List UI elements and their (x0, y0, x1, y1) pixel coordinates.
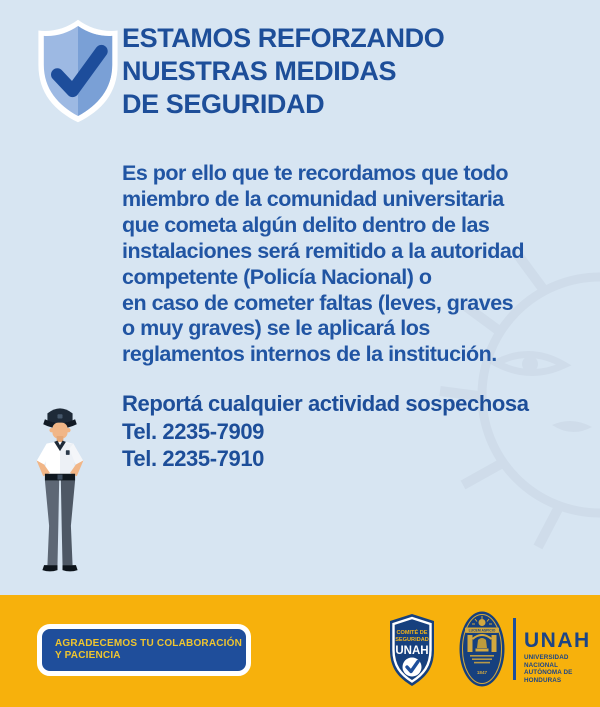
report-phone-1: Tel. 2235-7909 (122, 418, 264, 444)
poster-title (122, 22, 444, 121)
body-paragraph (122, 161, 524, 368)
unah-subtitle-line: AUTÓNOMA DE HONDURAS (524, 669, 573, 684)
report-section (122, 390, 529, 473)
unah-logo-text: UNAH (524, 629, 591, 652)
unah-seal-icon (458, 610, 506, 688)
body-line: miembro de la comunidad universitaria (122, 186, 504, 211)
seal-year: 1847 (476, 670, 488, 675)
badge-text-top: COMITÉ DE (396, 630, 428, 636)
footer-bar (0, 595, 600, 707)
thanks-line: Y PACIENCIA (55, 650, 121, 661)
body-line: reglamentos internos de la institución. (122, 342, 497, 367)
body-line: en caso de cometer faltas (leves, graves (122, 290, 514, 315)
body-line: Es por ello que te recordamos que todo (122, 161, 508, 185)
body-line: que cometa algún delito dentro de las (122, 212, 490, 237)
comite-seguridad-badge-icon (386, 612, 438, 688)
unah-wordmark (524, 631, 600, 684)
title-line: DE SEGURIDAD (122, 89, 325, 119)
footer-divider (513, 618, 516, 680)
security-guard-illustration (20, 400, 100, 576)
report-heading: Reportá cualquier actividad sospechosa (122, 391, 529, 416)
title-line: ESTAMOS REFORZANDO (122, 23, 445, 53)
thanks-box (37, 624, 251, 676)
body-line: instalaciones será remitido a la autoridad (122, 238, 524, 263)
badge-text-name: UNAH (395, 645, 429, 657)
title-line: NUESTRAS MEDIDAS (122, 56, 397, 86)
shield-check-icon (33, 15, 123, 127)
seal-motto: LUCEM ASPICIO (468, 628, 496, 633)
badge-text-mid: SEGURIDAD (395, 637, 429, 643)
report-phone-2: Tel. 2235-7910 (122, 446, 264, 471)
body-line: o muy graves) se le aplicará los (122, 316, 430, 341)
body-line: competente (Policía Nacional) o (122, 264, 432, 289)
unah-subtitle (524, 654, 600, 684)
thanks-line: AGRADECEMOS TU COLABORACIÓN (55, 637, 243, 649)
unah-subtitle-line: UNIVERSIDAD NACIONAL (524, 654, 569, 669)
